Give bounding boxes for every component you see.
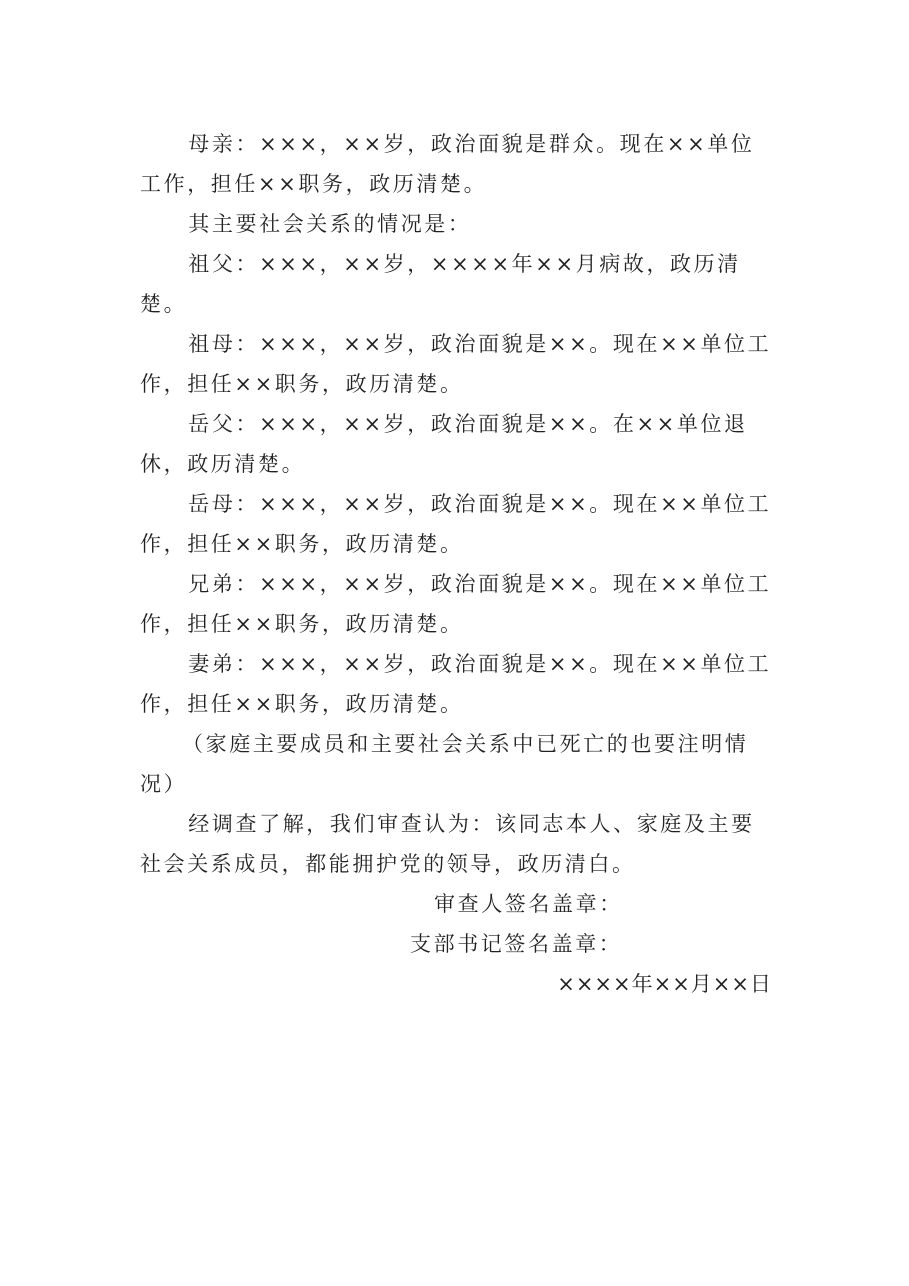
document-body (140, 124, 772, 1004)
paragraph-wife-brother: 妻弟：×××，××岁，政治面貌是××。现在××单位工作，担任××职务，政历清楚。 (140, 652, 772, 716)
paragraph-father-in-law: 岳父：×××，××岁，政治面貌是××。在××单位退休，政历清楚。 (140, 412, 748, 476)
paragraph-mother: 母亲：×××，××岁，政治面貌是群众。现在××单位工作，担任××职务，政历清楚。 (140, 132, 755, 196)
paragraph-social-relations-intro: 其主要社会关系的情况是： (188, 212, 472, 236)
paragraph-grandfather: 祖父：×××，××岁，××××年××月病故，政历清楚。 (140, 252, 741, 316)
signature-date: ××××年××月××日 (557, 972, 772, 996)
reviewer-signature-label: 审查人签名盖章： (434, 892, 623, 916)
paragraph-note: （家庭主要成员和主要社会关系中已死亡的也要注明情况） (140, 732, 749, 796)
paragraph-brother: 兄弟：×××，××岁，政治面貌是××。现在××单位工作，担任××职务，政历清楚。 (140, 572, 772, 636)
paragraph-conclusion: 经调查了解，我们审查认为：该同志本人、家庭及主要社会关系成员，都能拥护党的领导，政历清白。 (140, 812, 755, 876)
paragraph-grandmother: 祖母：×××，××岁，政治面貌是××。现在××单位工作，担任××职务，政历清楚。 (140, 332, 772, 396)
secretary-signature-label: 支部书记签名盖章： (410, 932, 623, 956)
paragraph-mother-in-law: 岳母：×××，××岁，政治面貌是××。现在××单位工作，担任××职务，政历清楚。 (140, 492, 772, 556)
